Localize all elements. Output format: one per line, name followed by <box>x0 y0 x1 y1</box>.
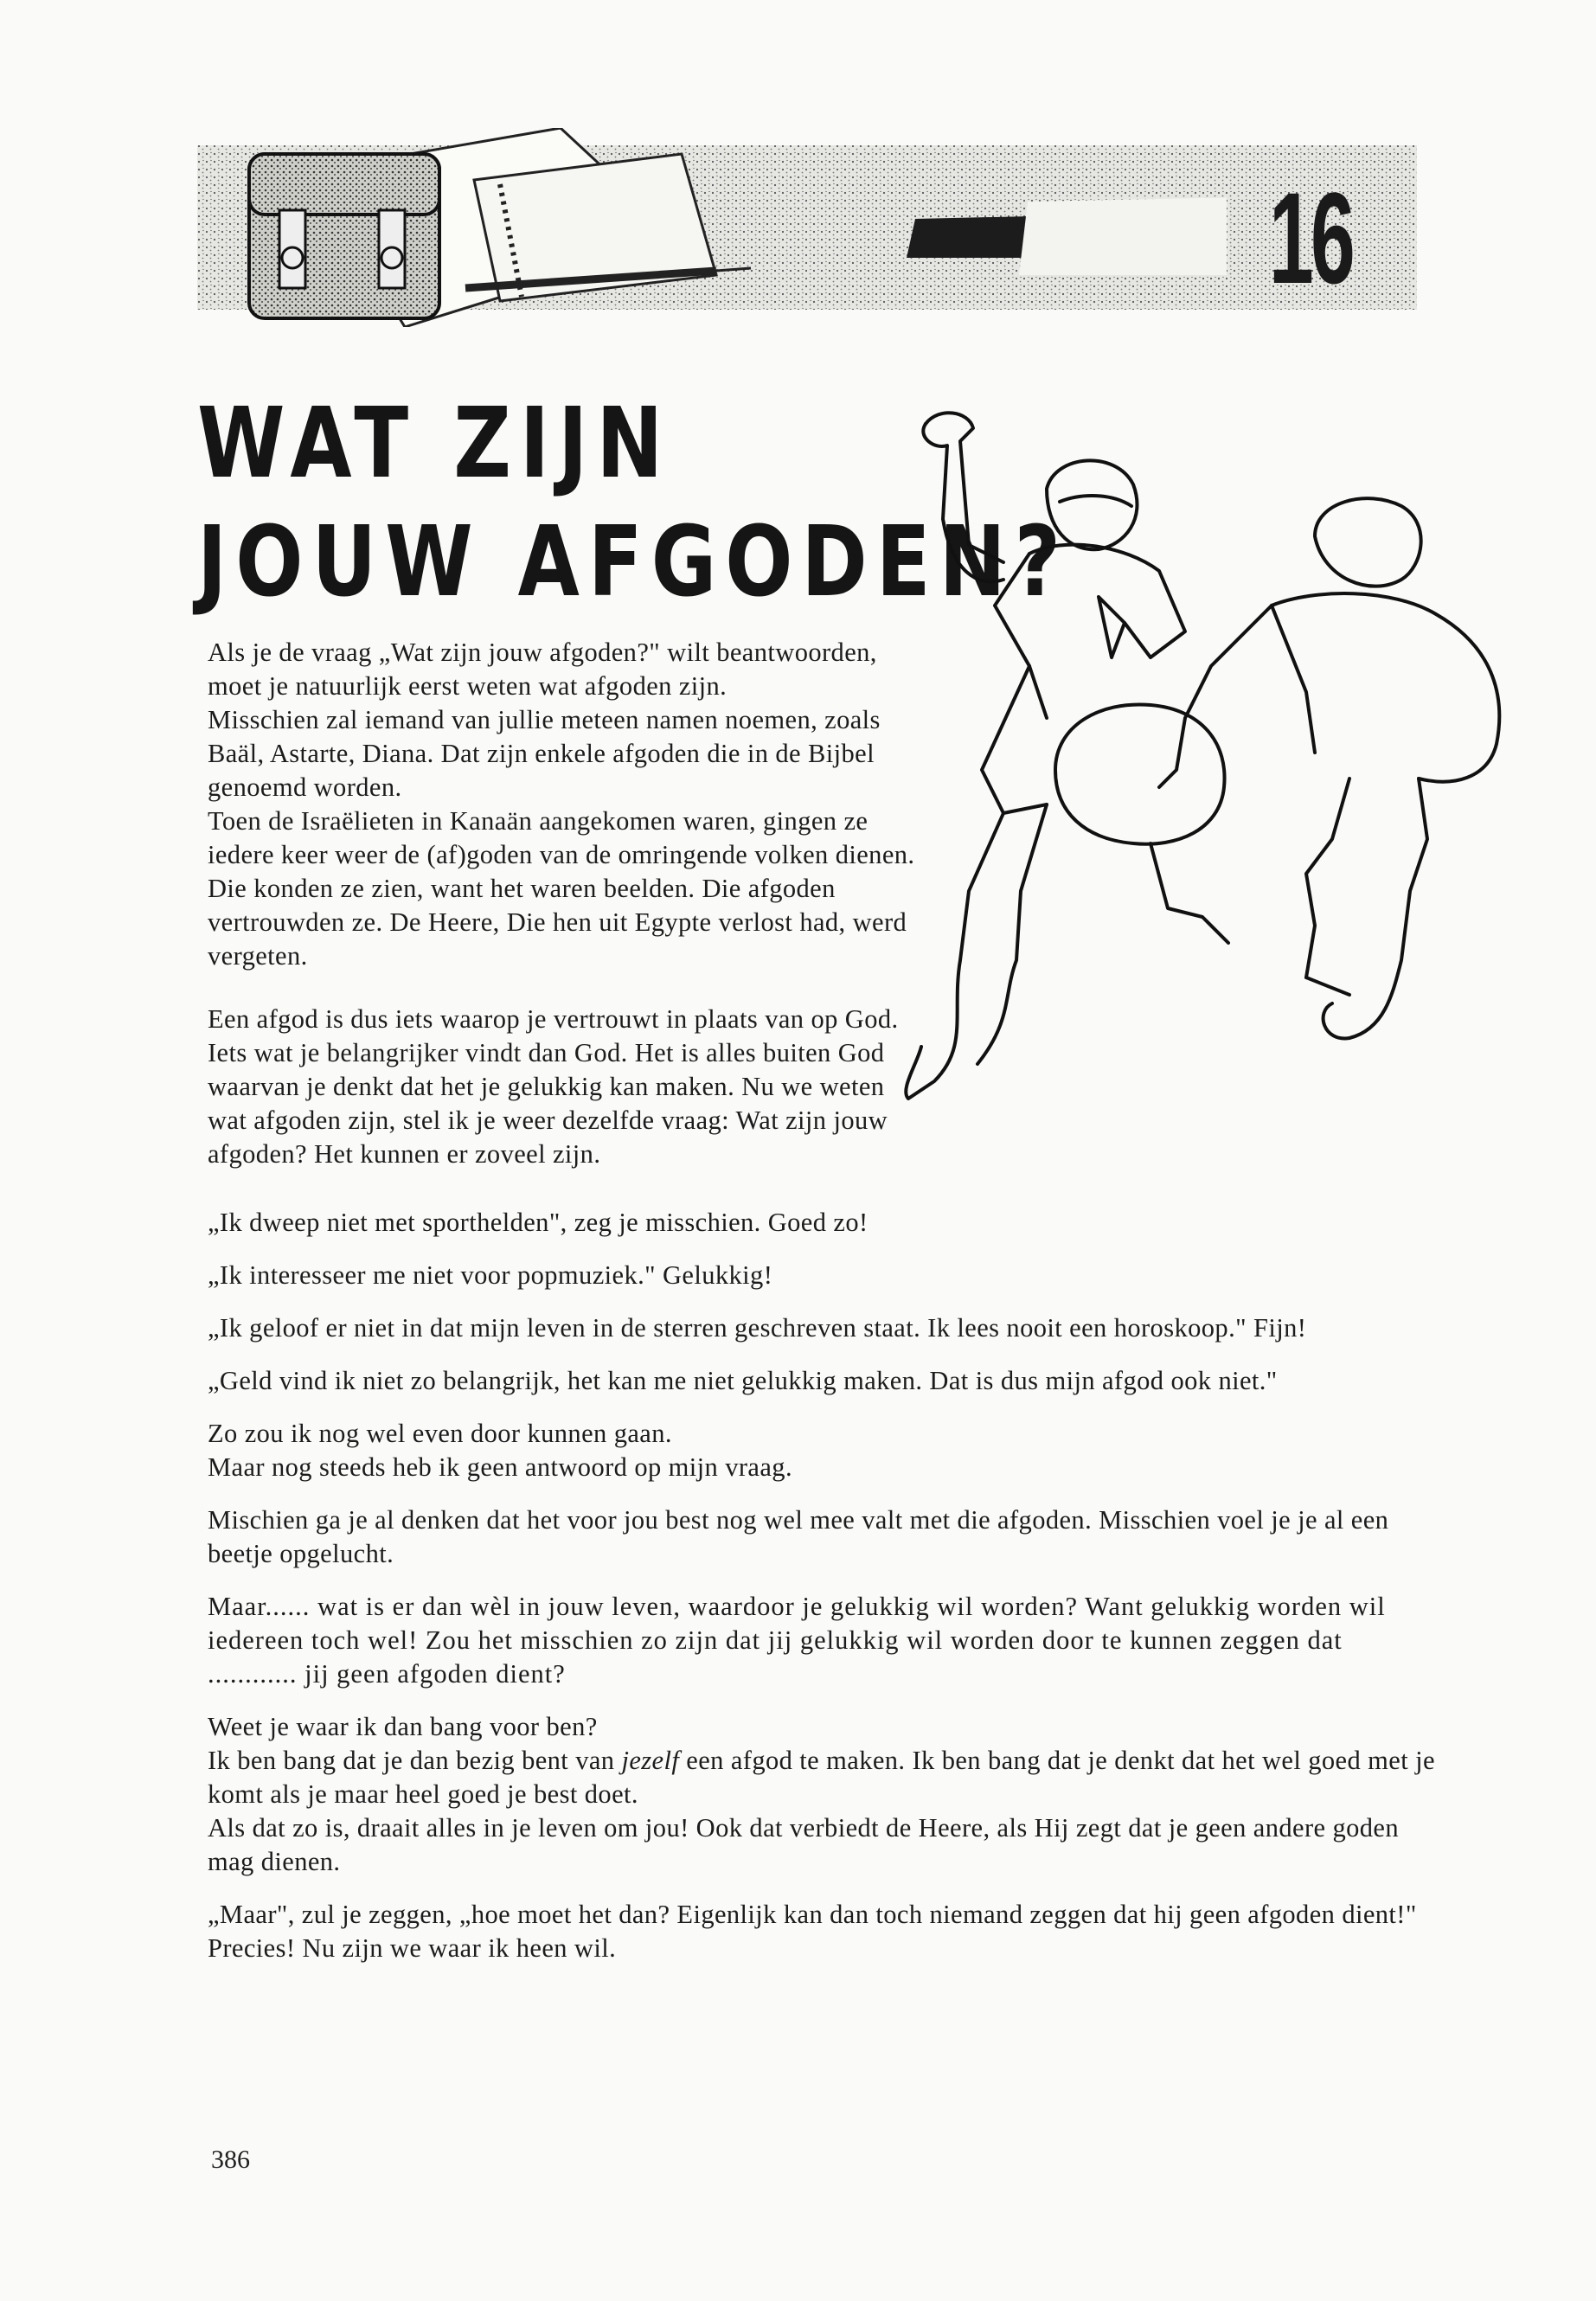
fear-text-after: een afgod te maken. Ik ben bang dat je denkt dat het wel goed met je komt als je maar heel goed je best doet. <box>208 1746 1435 1809</box>
paragraph: Als dat zo is, draait alles in je leven om jou! Ook dat verbiedt de Heere, als Hij zegt dat je geen andere goden mag dienen. <box>208 1813 1399 1876</box>
paragraph-text: Een afgod is dus iets waarop je vertrouwt in plaats van op God. Iets wat je belangrijker vindt dan God. Het is alles buiten God waarvan je denkt dat het je gelukkig kan maken. Nu we weten wat afgoden zijn, stel ik je weer dezelfde vraag: Wat zijn jouw afgoden? Het kunnen er zoveel zijn. <box>208 1004 899 1169</box>
paragraph: „Ik geloof er niet in dat mijn leven in de sterren geschreven staat. Ik lees nooit een horoskoop." Fijn! <box>208 1313 1307 1343</box>
article-body <box>208 636 1436 1984</box>
paragraph: „Ik dweep niet met sporthelden", zeg je misschien. Goed zo! <box>208 1208 869 1237</box>
title-line-1: WAT ZIJN <box>197 387 672 500</box>
paragraph-fear <box>208 1744 1436 1811</box>
paragraph: Zo zou ik nog wel even door kunnen gaan. <box>208 1419 672 1448</box>
chapter-number: 16 <box>1268 165 1353 311</box>
page-number: 386 <box>211 2145 250 2174</box>
fear-text-emphasis: jezelf <box>621 1746 680 1775</box>
paragraph-afgod-definition <box>208 1003 1436 1171</box>
paragraph: Maar...... wat is er dan wèl in jouw leven, waardoor je gelukkig wil worden? Want gelukkig worden wil iedereen toch wel! Zou het misschien zo zijn dat jij gelukkig wil worden door te kunnen zeggen dat ............ jij geen afgoden dient? <box>208 1592 1386 1689</box>
intro-block <box>208 636 917 973</box>
paragraph: Mischien ga je al denken dat het voor jou best nog wel mee valt met die afgoden. Misschien voel je je al een beetje opgelucht. <box>208 1505 1389 1568</box>
paragraph: Maar nog steeds heb ik geen antwoord op mijn vraag. <box>208 1452 792 1482</box>
fear-text-before: Ik ben bang dat je dan bezig bent van <box>208 1746 622 1775</box>
intro-paragraph: Misschien zal iemand van jullie meteen namen noemen, zoals Baäl, Astarte, Diana. Dat zijn enkele afgoden die in de Bijbel genoemd worden. <box>208 705 881 802</box>
paragraph: Weet je waar ik dan bang voor ben? <box>208 1712 598 1741</box>
chapter-banner <box>197 128 1417 327</box>
intro-paragraph: Toen de Israëlieten in Kanaän aangekomen waren, gingen ze iedere keer weer de (af)goden van de omringende volken dienen. Die konden ze zien, want het waren beelden. Die afgoden vertrouwden ze. De Heere, Die hen uit Egypte verlost had, werd vergeten. <box>208 806 915 971</box>
title-line-2: JOUW AFGODEN? <box>197 505 1069 619</box>
paragraph: „Geld vind ik niet zo belangrijk, het kan me niet gelukkig maken. Dat is dus mijn afgod ook niet." <box>208 1366 1278 1395</box>
paragraph: „Ik interesseer me niet voor popmuziek." Gelukkig! <box>208 1260 773 1290</box>
paragraph: „Maar", zul je zeggen, „hoe moet het dan? Eigenlijk kan dan toch niemand zeggen dat hij geen afgoden dient!" <box>208 1900 1417 1929</box>
intro-paragraph: Als je de vraag „Wat zijn jouw afgoden?" wilt beantwoorden, moet je natuurlijk eerst weten wat afgoden zijn. <box>208 638 877 701</box>
paragraph: Precies! Nu zijn we waar ik heen wil. <box>208 1933 617 1963</box>
